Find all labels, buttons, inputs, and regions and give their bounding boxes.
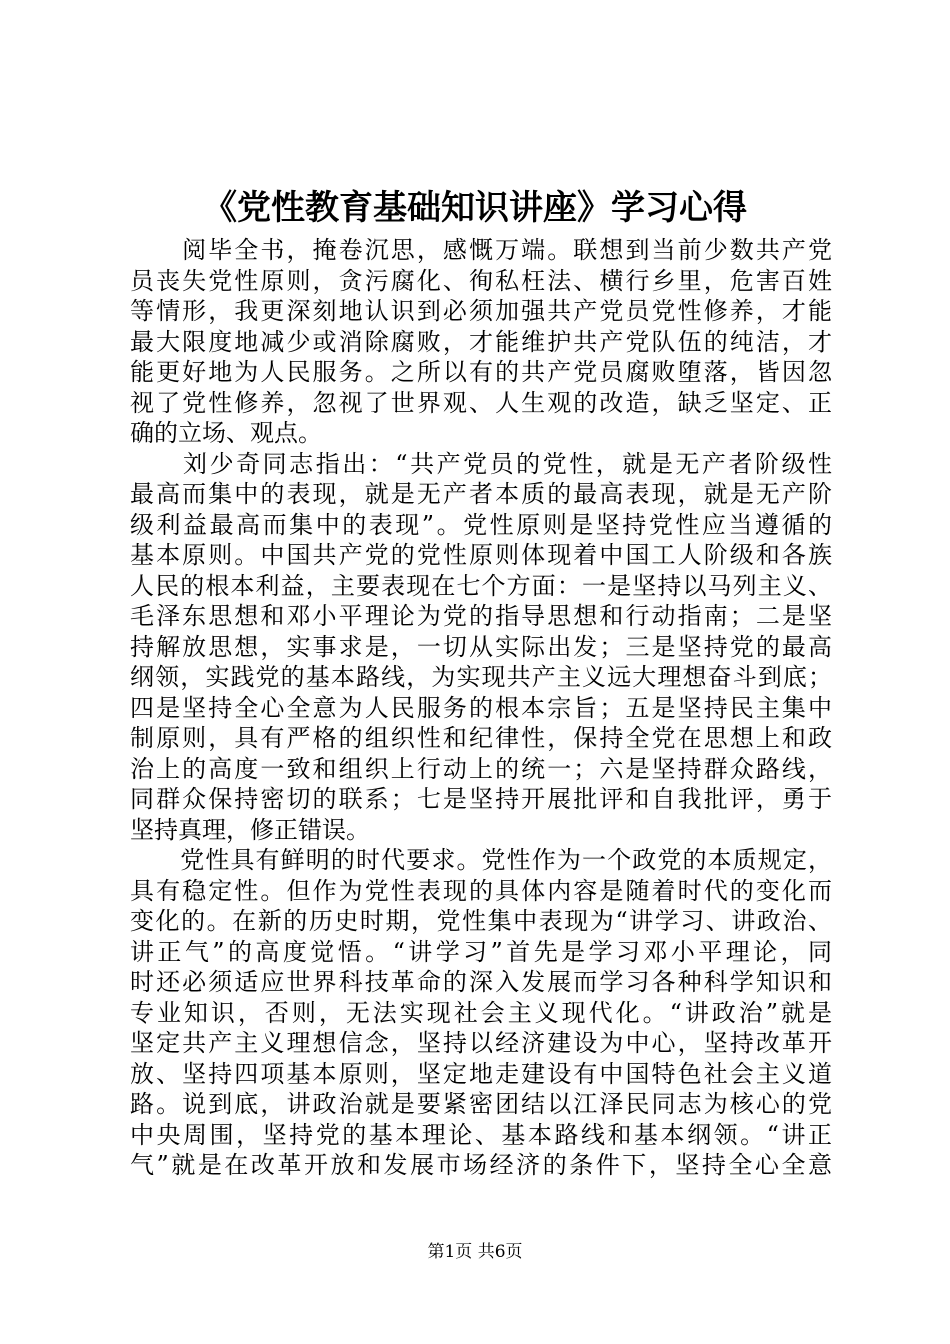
text-line: 能更好地为人民服务。之所以有的共产党员腐败堕落，皆因忽 [130, 358, 832, 386]
text-line: 毛泽东思想和邓小平理论为党的指导思想和行动指南；二是坚 [130, 602, 832, 630]
text-line: 变化的。在新的历史时期，党性集中表现为“讲学习、讲政治、 [130, 907, 832, 935]
text-line: 级利益最高而集中的表现”。党性原则是坚持党性应当遵循的 [130, 510, 832, 539]
text-line: 坚定共产主义理想信念，坚持以经济建设为中心，坚持改革开 [130, 1029, 832, 1057]
text-line: 同群众保持密切的联系；七是坚持开展批评和自我批评，勇于 [130, 785, 832, 813]
text-line: 人民的根本利益，主要表现在七个方面：一是坚持以马列主义、 [130, 571, 832, 600]
text-line: 中央周围，坚持党的基本理论、基本路线和基本纲领。“讲正 [130, 1120, 832, 1149]
text-line: 讲正气”的高度觉悟。“讲学习”首先是学习邓小平理论，同 [130, 937, 832, 966]
text-line: 时还必须适应世界科技革命的深入发展而学习各种科学知识和 [130, 968, 832, 996]
text-line: 制原则，具有严格的组织性和纪律性，保持全党在思想上和政 [130, 724, 832, 752]
text-line: 持解放思想，实事求是，一切从实际出发；三是坚持党的最高 [130, 632, 832, 661]
page-footer: 第1页 共6页 [427, 1242, 523, 1262]
text-line: 治上的高度一致和组织上行动上的统一；六是坚持群众路线， [130, 754, 832, 783]
text-line: 确的立场、观点。 [130, 419, 322, 447]
document-body [130, 235, 832, 1181]
text-line: 阅毕全书，掩卷沉思，感慨万端。联想到当前少数共产党 [130, 236, 832, 264]
text-line: 气”就是在改革开放和发展市场经济的条件下，坚持全心全意 [130, 1151, 832, 1179]
text-line: 路。说到底，讲政治就是要紧密团结以江泽民同志为核心的党 [130, 1090, 832, 1118]
text-line: 四是坚持全心全意为人民服务的根本宗旨；五是坚持民主集中 [130, 693, 832, 722]
text-line: 刘少奇同志指出：“共产党员的党性，就是无产者阶级性 [130, 449, 832, 478]
text-line: 放、坚持四项基本原则，坚定地走建设有中国特色社会主义道 [130, 1059, 832, 1088]
text-line: 基本原则。中国共产党的党性原则体现着中国工人阶级和各族 [130, 541, 832, 569]
text-line: 坚持真理，修正错误。 [130, 815, 370, 844]
text-line: 纲领，实践党的基本路线，为实现共产主义远大理想奋斗到底； [130, 663, 832, 691]
text-line: 最大限度地减少或消除腐败，才能维护共产党队伍的纯洁，才 [130, 327, 832, 356]
text-line: 专业知识，否则，无法实现社会主义现代化。“讲政治”就是 [130, 998, 832, 1027]
text-line: 具有稳定性。但作为党性表现的具体内容是随着时代的变化而 [130, 876, 832, 905]
document-title: 《党性教育基础知识讲座》学习心得 [203, 188, 747, 228]
text-line: 党性具有鲜明的时代要求。党性作为一个政党的本质规定， [130, 846, 832, 874]
text-line: 视了党性修养，忽视了世界观、人生观的改造，缺乏坚定、正 [130, 388, 832, 417]
text-line: 等情形，我更深刻地认识到必须加强共产党员党性修养，才能 [130, 297, 832, 325]
text-line: 员丧失党性原则，贪污腐化、徇私枉法、横行乡里，危害百姓 [130, 266, 832, 295]
text-line: 最高而集中的表现，就是无产者本质的最高表现，就是无产阶 [130, 480, 832, 508]
